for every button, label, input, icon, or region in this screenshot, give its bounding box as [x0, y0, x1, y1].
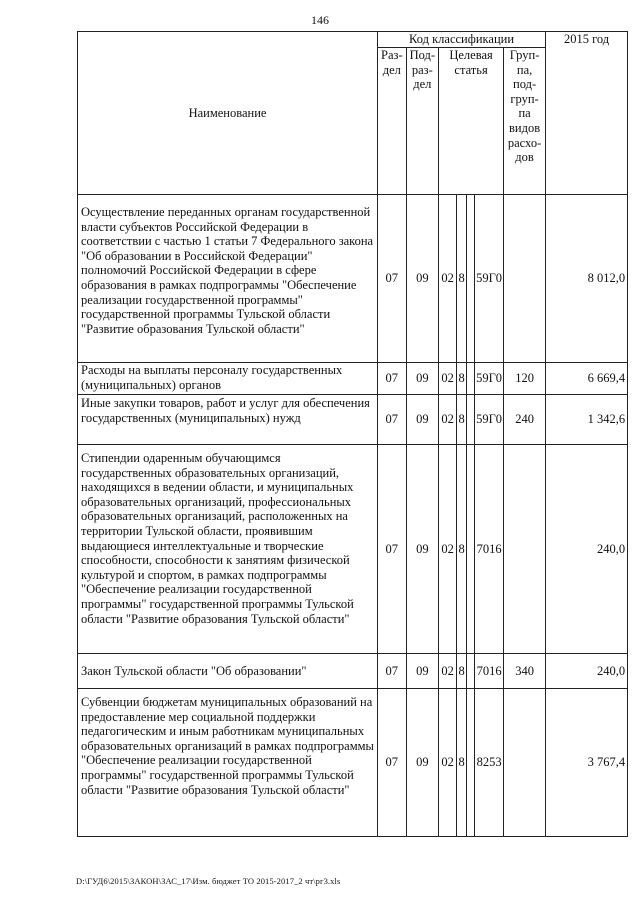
table-row — [78, 395, 628, 445]
row-subsection: 09 — [406, 654, 438, 689]
row-code-part2: 8 — [457, 654, 467, 689]
row-name: Осуществление переданных органам государственной власти субъектов Российской Федерации в соответствии с частью 1 статьи 7 Федерального закона "Об образовании в Российской Федерации" полномочий Российской Федерации в сфере образования в рамках подпрограммы "Обеспечение реализации государственной программы" государственной программы Тульской области "Развитие образования Тульской области" — [78, 195, 378, 363]
page-number: 146 — [311, 13, 329, 27]
row-expense-group — [504, 689, 546, 837]
row-subsection: 09 — [406, 445, 438, 654]
row-expense-group — [504, 195, 546, 363]
row-code-part3 — [467, 689, 475, 837]
row-code-part2: 8 — [457, 445, 467, 654]
row-code-part1: 02 — [439, 654, 457, 689]
row-expense-group — [504, 445, 546, 654]
row-amount: 240,0 — [546, 654, 628, 689]
row-section: 07 — [378, 445, 407, 654]
row-code-part3 — [467, 445, 475, 654]
row-code-part1: 02 — [439, 445, 457, 654]
row-code-part3 — [467, 395, 475, 445]
header-name: Наименование — [78, 32, 378, 195]
row-code-part2: 8 — [457, 363, 467, 395]
row-code-part2: 8 — [457, 689, 467, 837]
row-subsection: 09 — [406, 363, 438, 395]
row-code-part1: 02 — [439, 689, 457, 837]
row-code-part4: 7016 — [475, 654, 504, 689]
table-row — [78, 195, 628, 363]
row-section: 07 — [378, 654, 407, 689]
row-name: Субвенции бюджетам муниципальных образований на предоставление мер социальной поддержки педагогическим и иным работникам муниципальных образовательных организаций в рамках подпрограммы "Обеспечение реализации государственной программы" государственной программы Тульской области "Развитие образования Тульской области" — [78, 689, 378, 837]
footer-file-path: D:\ГУД6\2015\ЗАКОН\ЗАС_17\Изм. бюджет ТО 2015-2017_2 чт\рг3.xls — [76, 876, 341, 886]
header-subsection: Под- раз- дел — [406, 48, 438, 195]
row-code-part1: 02 — [439, 195, 457, 363]
row-subsection: 09 — [406, 195, 438, 363]
row-expense-group: 120 — [504, 363, 546, 395]
row-code-part4: 7016 — [475, 445, 504, 654]
row-expense-group: 340 — [504, 654, 546, 689]
row-section: 07 — [378, 689, 407, 837]
row-amount: 1 342,6 — [546, 395, 628, 445]
table-row — [78, 689, 628, 837]
row-code-part3 — [467, 195, 475, 363]
row-name: Иные закупки товаров, работ и услуг для обеспечения государственных (муниципальных) нужд — [78, 395, 378, 445]
row-code-part4: 59Г0 — [475, 363, 504, 395]
header-row-top — [78, 32, 628, 48]
row-amount: 3 767,4 — [546, 689, 628, 837]
row-expense-group: 240 — [504, 395, 546, 445]
row-code-part4: 59Г0 — [475, 195, 504, 363]
row-code-part2: 8 — [457, 195, 467, 363]
row-amount: 8 012,0 — [546, 195, 628, 363]
row-amount: 6 669,4 — [546, 363, 628, 395]
row-code-part2: 8 — [457, 395, 467, 445]
row-subsection: 09 — [406, 395, 438, 445]
row-section: 07 — [378, 363, 407, 395]
header-expense-group: Груп- па, под- груп- па видов расхо- дов — [504, 48, 546, 195]
header-target-article: Целевая статья — [439, 48, 504, 195]
header-classification: Код классификации — [378, 32, 546, 48]
table-row — [78, 654, 628, 689]
row-name: Закон Тульской области "Об образовании" — [78, 654, 378, 689]
header-year: 2015 год — [546, 32, 628, 195]
row-code-part4: 59Г0 — [475, 395, 504, 445]
row-section: 07 — [378, 195, 407, 363]
row-code-part1: 02 — [439, 395, 457, 445]
row-code-part3 — [467, 363, 475, 395]
row-subsection: 09 — [406, 689, 438, 837]
row-code-part4: 8253 — [475, 689, 504, 837]
row-section: 07 — [378, 395, 407, 445]
row-amount: 240,0 — [546, 445, 628, 654]
row-name: Расходы на выплаты персоналу государственных (муниципальных) органов — [78, 363, 378, 395]
row-code-part1: 02 — [439, 363, 457, 395]
row-code-part3 — [467, 654, 475, 689]
table-row — [78, 445, 628, 654]
header-section: Раз- дел — [378, 48, 407, 195]
budget-table — [77, 31, 628, 837]
table-row — [78, 363, 628, 395]
row-name: Стипендии одаренным обучающимся государственных образовательных организаций, находящихся в ведении области, и муниципальных образовательных организаций, профессиональных образовательных организаций, расположенных на территории Тульской области, проявившим выдающиеся интеллектуальные и творческие способности, способности к занятиям физической культурой и спортом, в рамках подпрограммы "Обеспечение реализации государственной программы" государственной программы Тульской области "Развитие образования Тульской области" — [78, 445, 378, 654]
